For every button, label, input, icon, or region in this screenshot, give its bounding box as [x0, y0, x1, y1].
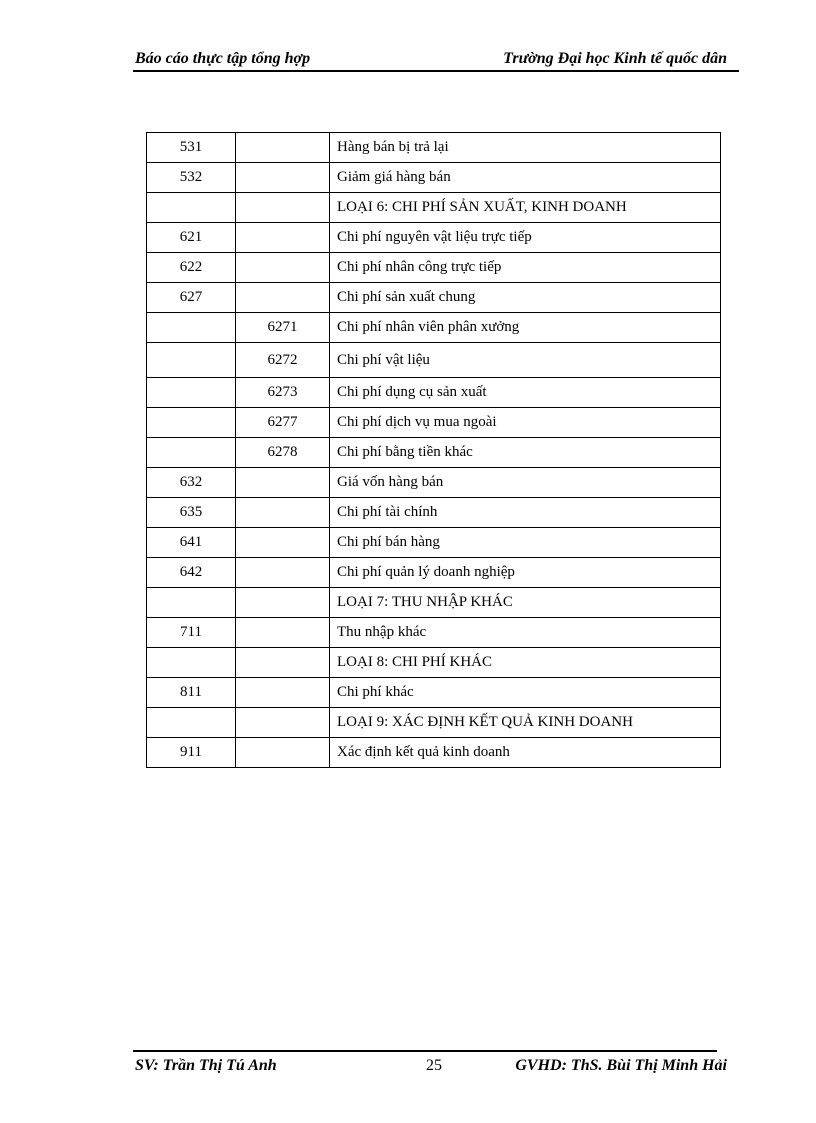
table-row — [147, 558, 721, 588]
account-level1-cell: 627 — [147, 283, 236, 313]
account-name-cell: LOẠI 9: XÁC ĐỊNH KẾT QUẢ KINH DOANH — [330, 708, 721, 738]
account-level2-cell: 6278 — [236, 438, 330, 468]
account-level2-cell — [236, 253, 330, 283]
account-name-cell: Chi phí vật liệu — [330, 343, 721, 378]
table-row — [147, 193, 721, 223]
table-row — [147, 133, 721, 163]
table-row — [147, 648, 721, 678]
account-name-cell: Chi phí khác — [330, 678, 721, 708]
table-row — [147, 283, 721, 313]
accounts-table — [146, 132, 721, 768]
table-row — [147, 343, 721, 378]
account-name-cell: Chi phí bán hàng — [330, 528, 721, 558]
account-level2-cell — [236, 498, 330, 528]
account-level2-cell — [236, 193, 330, 223]
table-row — [147, 588, 721, 618]
account-level2-cell: 6273 — [236, 378, 330, 408]
account-level1-cell: 531 — [147, 133, 236, 163]
account-level2-cell — [236, 708, 330, 738]
account-level1-cell — [147, 378, 236, 408]
account-level1-cell — [147, 438, 236, 468]
account-level1-cell: 635 — [147, 498, 236, 528]
account-name-cell: Chi phí dịch vụ mua ngoài — [330, 408, 721, 438]
account-level2-cell — [236, 163, 330, 193]
account-level1-cell: 811 — [147, 678, 236, 708]
account-level1-cell — [147, 708, 236, 738]
table-row — [147, 253, 721, 283]
footer-student: SV: Trần Thị Tú Anh — [135, 1057, 277, 1074]
account-level1-cell: 622 — [147, 253, 236, 283]
table-row — [147, 408, 721, 438]
account-level1-cell — [147, 648, 236, 678]
account-name-cell: Xác định kết quả kinh doanh — [330, 738, 721, 768]
account-name-cell: LOẠI 8: CHI PHÍ KHÁC — [330, 648, 721, 678]
table-row — [147, 438, 721, 468]
account-name-cell: Chi phí nhân viên phân xưởng — [330, 313, 721, 343]
account-name-cell: Chi phí bằng tiền khác — [330, 438, 721, 468]
account-name-cell: LOẠI 6: CHI PHÍ SẢN XUẤT, KINH DOANH — [330, 193, 721, 223]
account-level2-cell — [236, 678, 330, 708]
account-name-cell: Chi phí sản xuất chung — [330, 283, 721, 313]
account-name-cell: Giá vốn hàng bán — [330, 468, 721, 498]
account-level1-cell: 621 — [147, 223, 236, 253]
account-level1-cell — [147, 193, 236, 223]
account-level2-cell — [236, 648, 330, 678]
account-level2-cell — [236, 468, 330, 498]
account-level2-cell — [236, 528, 330, 558]
account-level2-cell — [236, 133, 330, 163]
account-level1-cell — [147, 343, 236, 378]
page-number: 25 — [426, 1057, 442, 1074]
account-name-cell: LOẠI 7: THU NHẬP KHÁC — [330, 588, 721, 618]
account-level1-cell — [147, 313, 236, 343]
account-level1-cell: 632 — [147, 468, 236, 498]
page-footer — [133, 1050, 727, 1080]
account-level2-cell — [236, 283, 330, 313]
account-level1-cell: 711 — [147, 618, 236, 648]
page-header — [133, 48, 739, 72]
header-university: Trường Đại học Kinh tế quốc dân — [503, 50, 727, 67]
account-level2-cell — [236, 223, 330, 253]
account-name-cell: Giảm giá hàng bán — [330, 163, 721, 193]
account-name-cell: Chi phí tài chính — [330, 498, 721, 528]
account-level2-cell: 6271 — [236, 313, 330, 343]
table-row — [147, 738, 721, 768]
table-row — [147, 313, 721, 343]
table-row — [147, 468, 721, 498]
header-report-title: Báo cáo thực tập tổng hợp — [135, 50, 311, 67]
account-name-cell: Chi phí dụng cụ sản xuất — [330, 378, 721, 408]
account-level1-cell: 642 — [147, 558, 236, 588]
account-level2-cell — [236, 588, 330, 618]
account-level1-cell: 532 — [147, 163, 236, 193]
table-row — [147, 223, 721, 253]
account-level1-cell — [147, 588, 236, 618]
account-level1-cell — [147, 408, 236, 438]
account-name-cell: Chi phí quản lý doanh nghiệp — [330, 558, 721, 588]
table-row — [147, 163, 721, 193]
table-row — [147, 678, 721, 708]
footer-supervisor: GVHD: ThS. Bùi Thị Minh Hải — [515, 1057, 727, 1074]
table-row — [147, 498, 721, 528]
account-level2-cell — [236, 618, 330, 648]
table-row — [147, 618, 721, 648]
account-name-cell: Hàng bán bị trả lại — [330, 133, 721, 163]
account-name-cell: Chi phí nguyên vật liệu trực tiếp — [330, 223, 721, 253]
account-level2-cell — [236, 558, 330, 588]
account-level1-cell: 911 — [147, 738, 236, 768]
account-level2-cell: 6277 — [236, 408, 330, 438]
account-name-cell: Chi phí nhân công trực tiếp — [330, 253, 721, 283]
account-level1-cell: 641 — [147, 528, 236, 558]
account-level2-cell: 6272 — [236, 343, 330, 378]
account-name-cell: Thu nhập khác — [330, 618, 721, 648]
table-row — [147, 528, 721, 558]
table-row — [147, 378, 721, 408]
account-level2-cell — [236, 738, 330, 768]
table-row — [147, 708, 721, 738]
